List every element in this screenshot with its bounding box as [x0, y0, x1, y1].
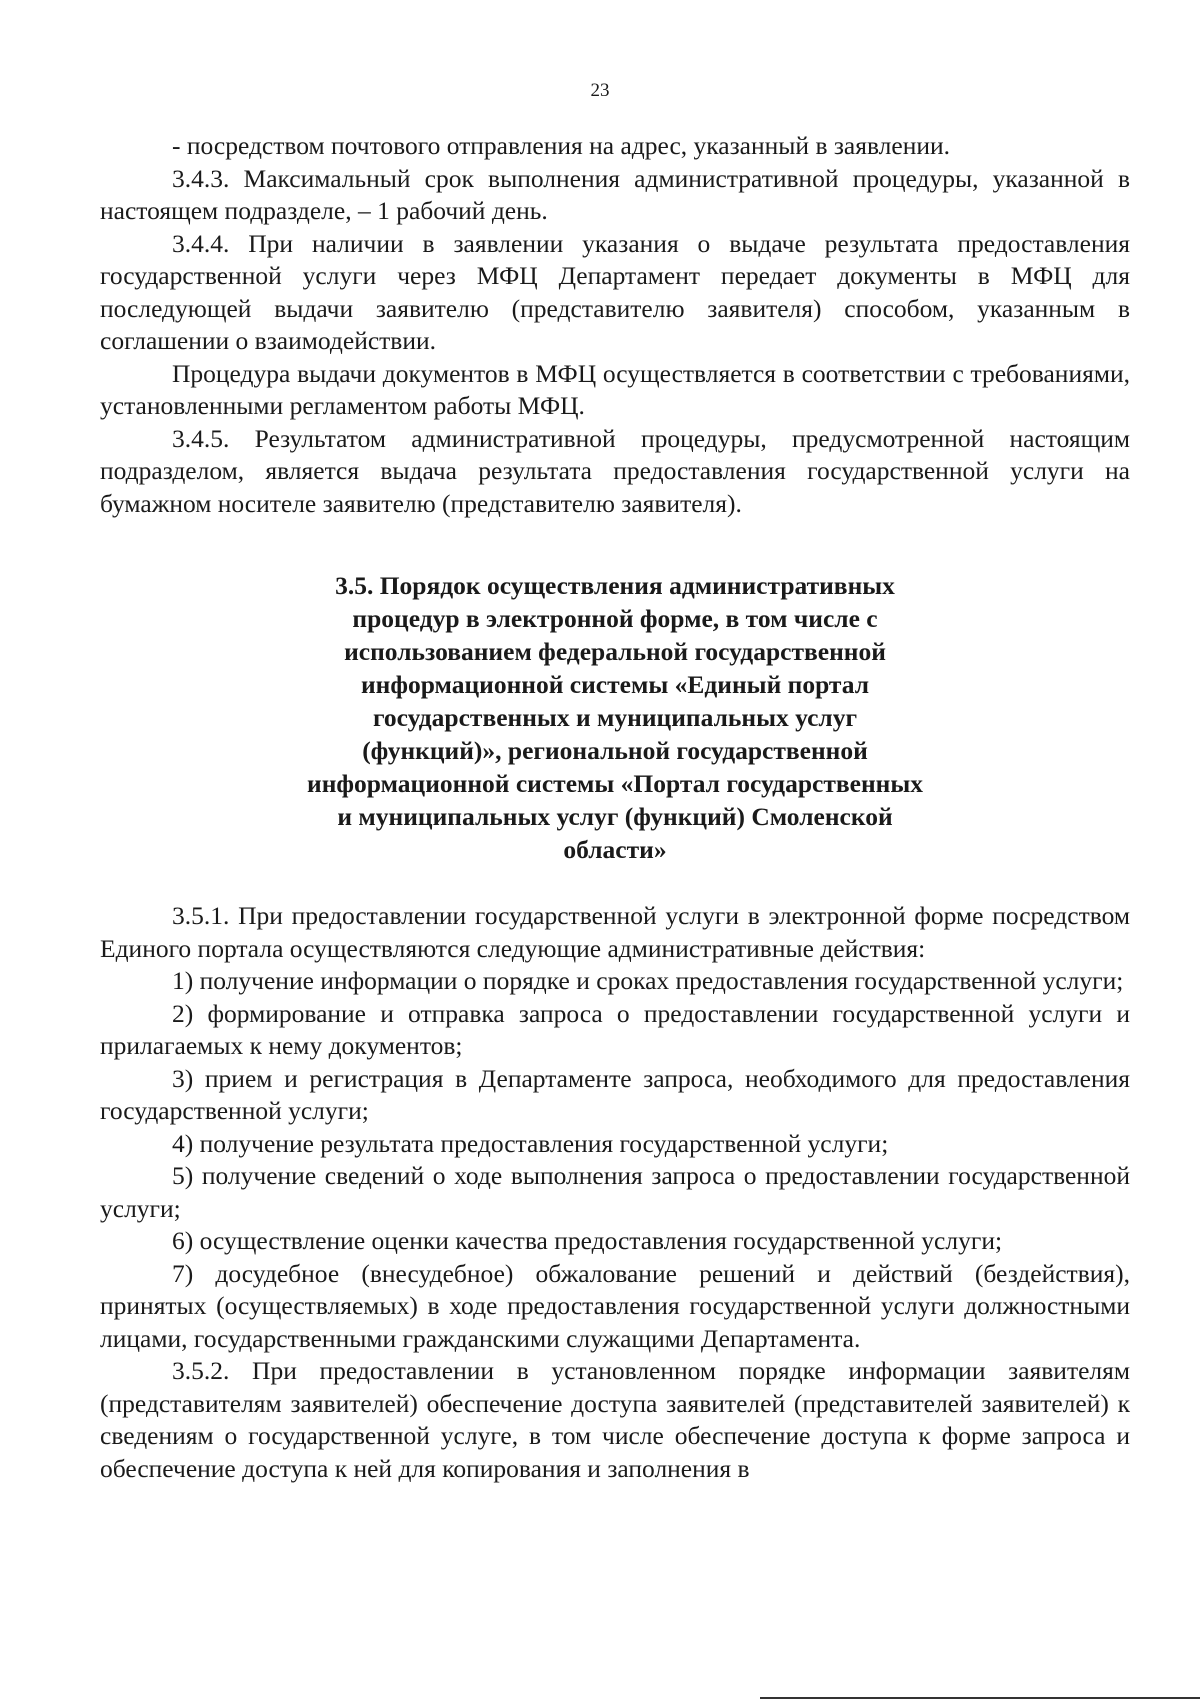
paragraph: 3.4.4. При наличии в заявлении указания о выдаче результата предоставления государственной услуги через МФЦ Департамент передает документы в МФЦ для последующей выдачи заявителю (представителю заявителя) способом, указанным в соглашении о взаимодействии.: [100, 228, 1130, 355]
list-item: 5) получение сведений о ходе выполнения запроса о предоставлении государственной услуги;: [100, 1161, 1130, 1223]
paragraph: 3.4.5. Результатом административной процедуры, предусмотренной настоящим подразделом, является выдача результата предоставления государственной услуги на бумажном носителе заявителю (представителю заявителя).: [100, 423, 1130, 518]
heading-line: процедур в электронной форме, в том числе с: [352, 604, 878, 633]
paragraph: 3.4.3. Максимальный срок выполнения административной процедуры, указанной в настоящем подразделе, – 1 рабочий день.: [100, 163, 1130, 225]
scan-edge-line: [760, 1697, 1200, 1699]
heading-line: 3.5. Порядок осуществления административных: [335, 571, 895, 600]
section-heading: [100, 569, 1130, 866]
heading-line: области»: [563, 835, 667, 864]
heading-line: информационной системы «Портал государственных: [307, 769, 923, 798]
list-item: 7) досудебное (внесудебное) обжалование решений и действий (бездействия), принятых (осуществляемых) в ходе предоставления государственной услуги должностными лицами, государственными гражданскими служащими Департамента.: [100, 1258, 1130, 1353]
paragraph: Процедура выдачи документов в МФЦ осуществляется в соответствии с требованиями, установленными регламентом работы МФЦ.: [100, 358, 1130, 420]
paragraph: - посредством почтового отправления на адрес, указанный в заявлении.: [172, 131, 951, 160]
list-item: 1) получение информации о порядке и сроках предоставления государственной услуги;: [172, 966, 1124, 995]
heading-line: и муниципальных услуг (функций) Смоленской: [337, 802, 893, 831]
heading-line: использованием федеральной государственной: [344, 637, 886, 666]
heading-line: информационной системы «Единый портал: [360, 670, 870, 699]
page-number: 23: [590, 80, 610, 101]
list-item: 2) формирование и отправка запроса о предоставлении государственной услуги и прилагаемых к нему документов;: [100, 998, 1130, 1060]
list-item: 4) получение результата предоставления государственной услуги;: [172, 1128, 889, 1158]
heading-line: государственных и муниципальных услуг: [372, 703, 858, 732]
paragraph: 3.5.1. При предоставлении государственной услуги в электронной форме посредством Единого портала осуществляются следующие административные действия:: [100, 901, 1130, 963]
heading-line: (функций)», региональной государственной: [362, 736, 868, 765]
paragraph: 3.5.2. При предоставлении в установленном порядке информации заявителям (представителям заявителей) обеспечение доступа заявителей (представителей заявителей) к сведениям о государственной услуге, в том числе обеспечение доступа к форме запроса и обеспечение доступа к ней для копирования и заполнения в: [100, 1356, 1130, 1483]
list-item: 3) прием и регистрация в Департаменте запроса, необходимого для предоставления государственной услуги;: [100, 1063, 1130, 1125]
document-body: [100, 130, 1130, 1485]
list-item: 6) осуществление оценки качества предоставления государственной услуги;: [172, 1226, 1003, 1255]
